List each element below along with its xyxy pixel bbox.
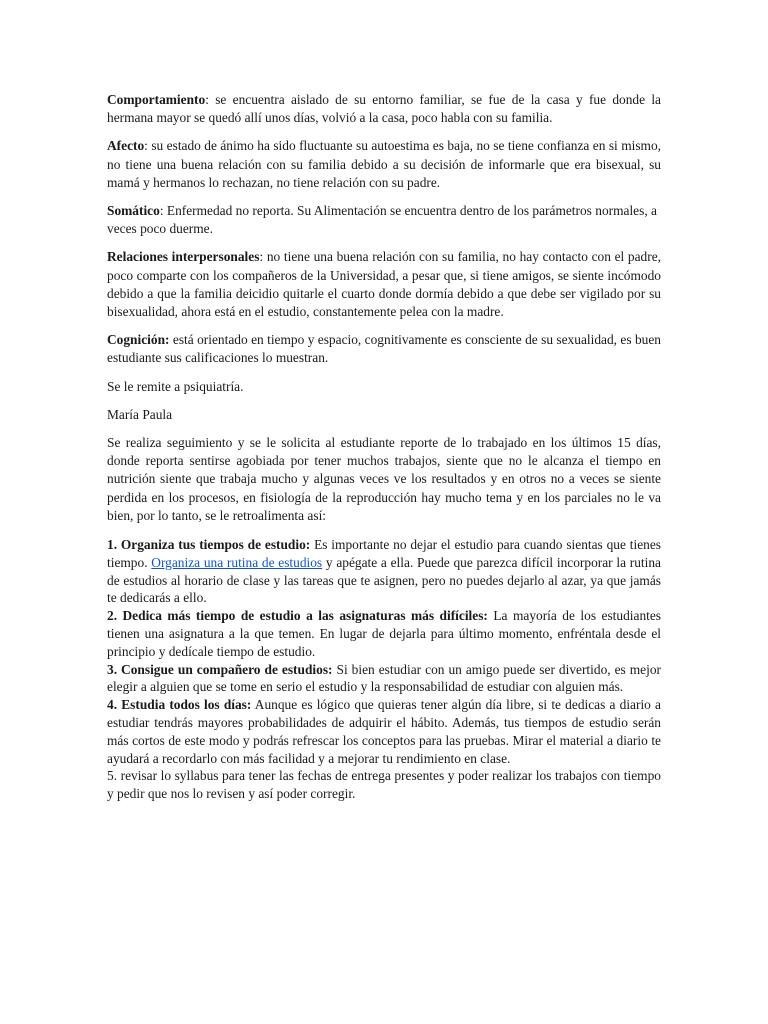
section-separator: : <box>259 249 264 265</box>
section-label: Somático <box>107 203 160 219</box>
tip-text: y apégate a ella. Puede que parezca difícil incorporar la rutina de estudios al horario de clase y las tareas que te asignen, pero no puedes dejarlo al azar, ya que jamás te dedicarás a ello. <box>107 554 661 606</box>
tip-title: 3. Consigue un compañero de estudios: <box>107 661 333 677</box>
section-text: su estado de ánimo ha sido fluctuante su autoestima es baja, no se tiene confianza en si mismo, no tiene una buena relación con su familia debido a su decisión de informarle que era bisexual, su mamá y hermanos lo rechazan, no tiene relación con su padre. <box>107 138 661 190</box>
tip-text: Si bien estudiar con un amigo puede ser divertido, es mejor elegir a alguien que se tome en serio el estudio y la responsabilidad de estudiar con alguien más. <box>107 661 662 695</box>
section-label: Comportamiento <box>107 92 206 107</box>
section-separator: : <box>159 203 164 219</box>
tip-text: La mayoría de los estudiantes tienen una asignatura a la que temen. En lugar de dejarla para último momento, enfréntala desde el principio y dedícale tiempo de estudio. <box>107 608 662 659</box>
tip-item <box>107 607 661 660</box>
section-label: Afecto <box>107 138 145 154</box>
tip-text: Es importante no dejar el estudio para cuando sientas que tienes tiempo. <box>107 537 661 570</box>
referral-note: Se le remite a psiquiatría. <box>107 378 244 394</box>
study-routine-link[interactable]: Organiza una rutina de estudios <box>151 554 323 570</box>
tip-item <box>107 696 661 767</box>
section-somatico <box>107 202 661 238</box>
tip-title: 1. Organiza tus tiempos de estudio: <box>107 537 311 553</box>
study-tips-list <box>107 536 661 803</box>
section-label: Cognición: <box>107 332 170 348</box>
section-relaciones <box>107 248 661 321</box>
tip-item: 5. revisar lo syllabus para tener las fechas de entrega presentes y poder realizar los trabajos con tiempo y pedir que nos lo revisen y así poder corregir. <box>107 768 661 802</box>
student-name: María Paula <box>107 406 173 422</box>
section-separator: : <box>144 138 148 154</box>
section-text: se encuentra aislado de su entorno familiar, se fue de la casa y fue donde la hermana mayor se quedó allí unos días, volvió a la casa, poco habla con su familia. <box>107 92 661 126</box>
section-text: no tiene una buena relación con su familia, no hay contacto con el padre, poco comparte con los compañeros de la Universidad, a pesar que, si tiene amigos, se siente incómodo debido a que la familia deicidio quitarle el cuarto donde dormía debido a que debe ser vigilado por su bisexualidad, ahora está en el estudio, constantemente pelea con la madre. <box>107 249 662 320</box>
tip-text: Aunque es lógico que quieras tener algún día libre, si te dedicas a diario a estudiar tendrás mayores probabilidades de adquirir el hábito. Además, tus tiempos de estudio serán más cortos de este modo y podrás refrescar los conceptos para las pruebas. Mirar el material a diario te ayudará a recordarlo con más facilidad y a mejorar tu rendimiento en clase. <box>107 697 662 766</box>
tip-item <box>107 536 661 607</box>
section-label: Relaciones interpersonales <box>107 249 260 265</box>
followup-paragraph: Se realiza seguimiento y se le solicita al estudiante reporte de lo trabajado en los últimos 15 días, donde reporta sentirse agobiada por tener muchos trabajos, siente que no le alcanza el tiempo en nutrición siente que trabaja mucho y algunas veces ve los resultados y en otros no a veces se siente perdida en los procesos, en fisiología de la reproducción hay mucho tema y en los parciales no le va bien, por lo tanto, se le retroalimenta así: <box>107 435 661 523</box>
section-afecto <box>107 137 661 192</box>
section-cognicion <box>107 331 661 367</box>
tip-title: 4. Estudia todos los días: <box>107 697 252 713</box>
tip-item <box>107 661 661 697</box>
section-comportamiento <box>107 91 661 127</box>
section-separator: : <box>205 92 209 107</box>
section-text: Enfermedad no reporta. Su Alimentación se encuentra dentro de los parámetros normales, a veces poco duerme. <box>107 203 657 237</box>
tip-title: 2. Dedica más tiempo de estudio a las asignaturas más difíciles: <box>107 608 488 624</box>
section-text: está orientado en tiempo y espacio, cognitivamente es consciente de su sexualidad, es buen estudiante sus calificaciones lo muestran. <box>107 332 661 366</box>
